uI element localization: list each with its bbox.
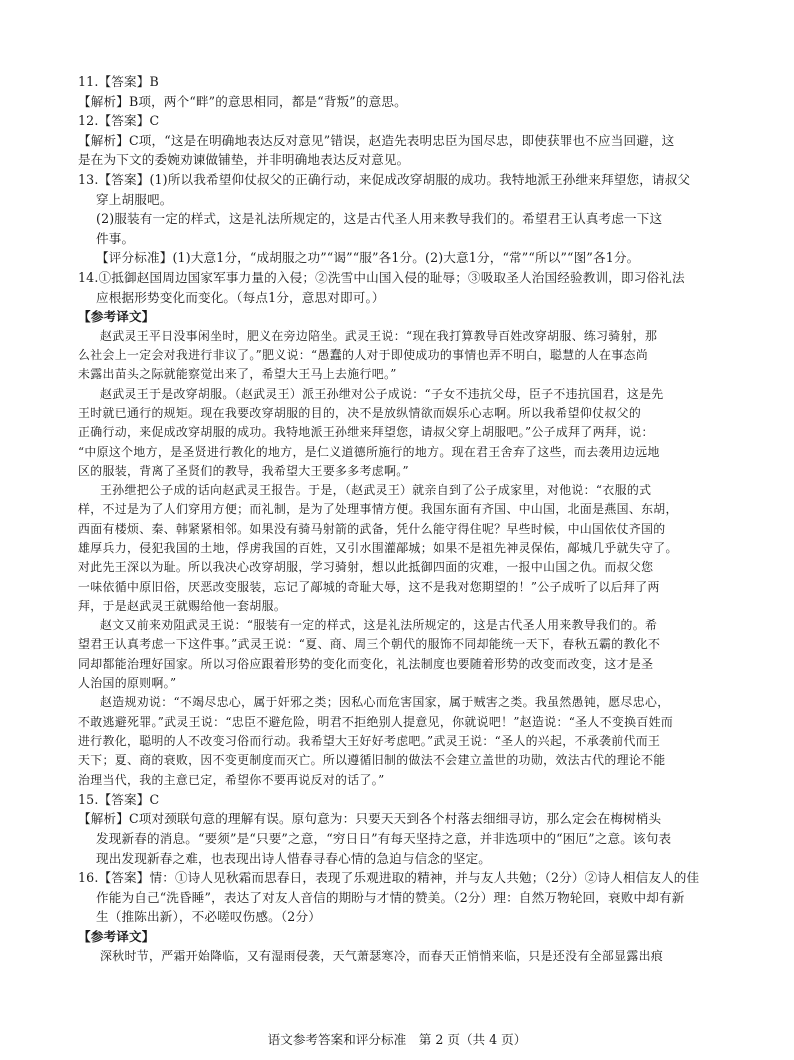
text-line: 作能为自己“洗昏睡”，表达了对友人音信的期盼与才情的赞美。（2分）理：自然万物轮回，衰败中却有新 (96, 889, 685, 905)
text-line: 对此先王深以为耻。所以我决心改穿胡服，学习骑射，想以此抵御四面的灾难，一报中山国之仇。而叔父您 (78, 560, 654, 575)
text-line: 【参考译文】 (78, 309, 155, 325)
text-line: 赵武灵王平日没事闲坐时，肥义在旁边陪坐。武灵王说：“现在我打算教导百姓改穿胡服、练习骑射，那 (100, 328, 658, 343)
text-line: “中原这个地方，是圣贤进行教化的地方，是仁义道德所施行的地方。现在君王舍弃了这些，而去袭用边远地 (78, 444, 660, 459)
text-line: 么社会上一定会对我进行非议了。”肥义说：“愚蠢的人对于即使成功的事情也弄不明白，聪慧的人在事态尚 (78, 348, 648, 363)
text-line: 区的服装，背离了圣贤们的教导，我希望大王要多多考虑啊。” (78, 463, 409, 478)
text-line: 12.【答案】C (78, 113, 160, 129)
page-footer: 语文参考答案和评分标准 第 2 页（共 4 页） (267, 1032, 527, 1047)
text-line: 【解析】C项对颈联句意的理解有误。原句意为：只要天天到各个村落去细细寻访，那么定会在梅树梢头 (78, 811, 662, 827)
text-line: 人治国的原则啊。” (78, 676, 177, 691)
text-line: 是在为下文的委婉劝谏做铺垫，并非明确地表达反对意见。 (78, 152, 410, 168)
text-line: 【评分标准】(1)大意1分，“成胡服之功”“谒”“服”各1分。(2)大意1分，“常”“所以”“图”各1分。 (96, 250, 640, 266)
text-line: 望君王认真考虑一下这件事。”武灵王说：“夏、商、周三个朝代的服饰不同却能统一天下，春秋五霸的教化不 (78, 637, 661, 652)
text-line: 王孙绁把公子成的话向赵武灵王报告。于是，（赵武灵王）就亲自到了公子成家里，对他说：“衣服的式 (100, 483, 652, 498)
text-line: 治理当代，我的主意已定，希望你不要再说反对的话了。” (78, 772, 385, 787)
text-line: 一味依循中原旧俗，厌恶改变服装，忘记了鄗城的奇耻大辱，这不是我对您期望的！”公子成听了以后拜了两 (78, 579, 660, 594)
text-line: 【解析】B项，两个“畔”的意思相同，都是“背叛”的意思。 (78, 93, 407, 109)
text-line: 14.①抵御赵国周边国家军事力量的入侵；②洗雪中山国入侵的耻辱；③吸取圣人治国经验教训，即习俗礼法 (78, 269, 685, 285)
text-line: 同却都能治理好国家。所以习俗应跟着形势的变化而变化，礼法制度也要随着形势的改变而改变，这才是圣 (78, 656, 654, 671)
text-line: 天下；夏、商的衰败，因不变更制度而灭亡。所以遵循旧制的做法不会建立盖世的功勋，效法古代的理论不能 (78, 753, 666, 768)
text-line: 雄厚兵力，侵犯我国的土地，俘虏我国的百姓，又引水围灌鄗城；如果不是祖先神灵保佑，鄗城几乎就失守了。 (78, 540, 678, 555)
text-line: 赵武灵王于是改穿胡服。（赵武灵王）派王孙绁对公子成说：“子女不违抗父母，臣子不违抗国君，这是先 (100, 386, 664, 401)
text-line: 【参考译文】 (78, 929, 155, 944)
text-line: 13.【答案】(1)所以我希望仰仗叔父的正确行动，来促成改穿胡服的成功。我特地派王孙绁来拜望您，请叔父 (78, 171, 691, 187)
text-line: 应根据形势变化而变化。（每点1分，意思对即可。） (96, 289, 385, 305)
text-line: 西面有楼烦、秦、韩紧紧相邻。如果没有骑马射箭的武备，凭什么能守得住呢？早些时候，中山国依仗齐国的 (78, 521, 666, 536)
text-line: 不敢逃避死罪。”武灵王说：“忠臣不避危险，明君不拒绝别人提意见，你就说吧！”赵造说：“圣人不变换百姓而 (78, 714, 674, 729)
text-line: 件事。 (96, 230, 135, 246)
text-line: 正确行动，来促成改穿胡服的成功。我特地派王孙绁来拜望您，请叔父穿上胡服吧。”公子成拜了两拜，说： (78, 425, 654, 440)
text-line: 深秋时节，严霜开始降临，又有湿雨侵袭，天气萧瑟寒冷，而春天正悄悄来临，只是还没有全部显露出痕 (100, 948, 664, 963)
text-line: 发现新春的消息。“要须”是“只要”之意，“穷日日”有每天坚持之意，并非选项中的“困厄”之意。该句表 (96, 831, 672, 847)
text-line: 11.【答案】B (78, 74, 159, 89)
page-content (78, 72, 718, 966)
text-line: 未露出苗头之际就能察觉出来了，希望大王马上去施行吧。” (78, 367, 397, 382)
text-line: 拜，于是赵武灵王就赐给他一套胡服。 (78, 598, 287, 613)
text-line: 赵文又前来劝阻武灵王说：“服装有一定的样式，这是礼法所规定的，这是古代圣人用来教导我们的。希 (100, 618, 658, 633)
text-line: 生（推陈出新），不必嗟叹伤感。（2分） (96, 909, 321, 925)
text-line: 样，不过是为了人们穿用方便；而礼制，是为了处理事情方便。我国东面有齐国、中山国，北面是燕国、东胡， (78, 502, 678, 517)
text-line: 赵造规劝说：“不竭尽忠心，属于奸邪之类；因私心而危害国家，属于贼害之类。我虽然愚钝，愿尽忠心， (100, 695, 670, 710)
text-line: 【解析】C项，“这是在明确地表达反对意见”错误，赵造先表明忠臣为国尽忠，即使获罪也不应当回避，这 (78, 132, 675, 148)
text-line: 进行教化，聪明的人不改变习俗而行动。我希望大王好好考虑吧。”武灵王说：“圣人的兴起，不承袭前代而王 (78, 733, 661, 748)
text-line: 16.【答案】情：①诗人见秋霜而思春日，表现了乐观进取的精神，并与友人共勉；（2分）②诗人相信友人的佳 (78, 870, 700, 886)
text-line: 穿上胡服吧。 (96, 191, 173, 207)
text-line: 现出发现新春之难，也表现出诗人惜春寻春心情的急迫与信念的坚定。 (96, 850, 492, 866)
text-line: (2)服装有一定的样式，这是礼法所规定的，这是古代圣人用来教导我们的。希望君王认真考虑一下这 (96, 211, 663, 227)
text-line: 15.【答案】C (78, 791, 160, 807)
text-line: 王时就已通行的规矩。现在我要改穿胡服的目的，决不是放纵情欲而娱乐心志啊。所以我希望仰仗叔父的 (78, 405, 642, 420)
